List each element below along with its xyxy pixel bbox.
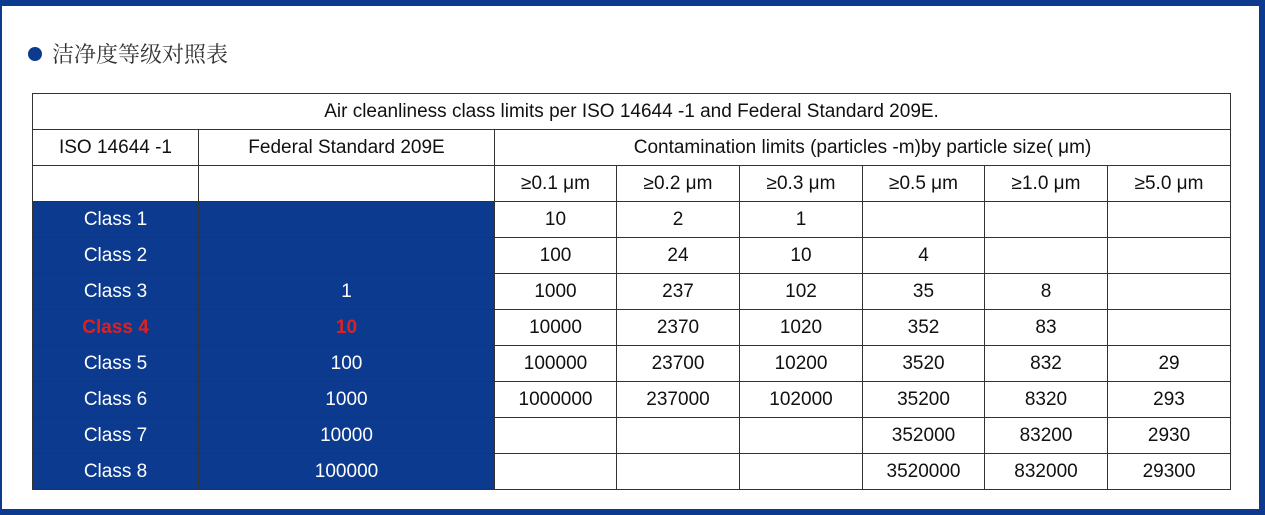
table-row: [33, 346, 1231, 382]
particle-limit-cell: [863, 202, 985, 238]
federal-class-cell: 100: [199, 346, 495, 382]
table-row: [33, 238, 1231, 274]
particle-limit-cell: 10000: [495, 310, 617, 346]
particle-limit-cell: 3520000: [863, 454, 985, 490]
particle-limit-cell: [617, 418, 740, 454]
table-row: [33, 454, 1231, 490]
iso-class-cell: Class 5: [33, 346, 199, 382]
particle-limit-cell: [740, 454, 863, 490]
heading-text: 洁净度等级对照表: [52, 43, 229, 68]
particle-limit-cell: [985, 238, 1108, 274]
particle-limit-cell: [495, 418, 617, 454]
particle-limit-cell: 237: [617, 274, 740, 310]
particle-limit-cell: [1108, 238, 1231, 274]
federal-class-cell: 100000: [199, 454, 495, 490]
particle-limit-cell: 352: [863, 310, 985, 346]
table-row: [33, 274, 1231, 310]
particle-limit-cell: [617, 454, 740, 490]
particle-limit-cell: 83: [985, 310, 1108, 346]
particle-limit-cell: 832: [985, 346, 1108, 382]
particle-limit-cell: 352000: [863, 418, 985, 454]
particle-limit-cell: 8320: [985, 382, 1108, 418]
particle-limit-cell: 23700: [617, 346, 740, 382]
federal-class-cell: 10000: [199, 418, 495, 454]
size-header: ≥0.2 μm: [617, 166, 740, 202]
size-header-blank-iso: [33, 166, 199, 202]
particle-limit-cell: 24: [617, 238, 740, 274]
iso-class-cell: Class 6: [33, 382, 199, 418]
particle-limit-cell: 832000: [985, 454, 1108, 490]
particle-limit-cell: [1108, 202, 1231, 238]
particle-limit-cell: 3520: [863, 346, 985, 382]
iso-class-cell: Class 2: [33, 238, 199, 274]
particle-limit-cell: 35200: [863, 382, 985, 418]
particle-limit-cell: [1108, 310, 1231, 346]
iso-class-cell: Class 1: [33, 202, 199, 238]
federal-class-cell: [199, 238, 495, 274]
particle-limit-cell: 100: [495, 238, 617, 274]
cleanliness-table: [32, 93, 1231, 490]
particle-limit-cell: [985, 202, 1108, 238]
size-header: ≥0.3 μm: [740, 166, 863, 202]
particle-limit-cell: 2: [617, 202, 740, 238]
particle-limit-cell: 293: [1108, 382, 1231, 418]
iso-class-cell: Class 4: [33, 310, 199, 346]
bullet-dot-icon: [28, 47, 42, 61]
particle-limit-cell: 8: [985, 274, 1108, 310]
particle-limit-cell: [740, 418, 863, 454]
size-header: ≥0.1 μm: [495, 166, 617, 202]
particle-limit-cell: 1: [740, 202, 863, 238]
particle-limit-cell: 10200: [740, 346, 863, 382]
header-iso: ISO 14644 -1: [33, 130, 199, 166]
particle-limit-cell: 4: [863, 238, 985, 274]
table-title: Air cleanliness class limits per ISO 14644 -1 and Federal Standard 209E.: [33, 94, 1231, 130]
particle-limit-cell: 10: [740, 238, 863, 274]
iso-class-cell: Class 3: [33, 274, 199, 310]
federal-class-cell: 1000: [199, 382, 495, 418]
particle-limit-cell: 29: [1108, 346, 1231, 382]
header-federal: Federal Standard 209E: [199, 130, 495, 166]
particle-limit-cell: 1000000: [495, 382, 617, 418]
particle-limit-cell: 237000: [617, 382, 740, 418]
federal-class-cell: [199, 202, 495, 238]
particle-limit-cell: 35: [863, 274, 985, 310]
federal-class-cell: 10: [199, 310, 495, 346]
size-header: ≥1.0 μm: [985, 166, 1108, 202]
table-row: [33, 310, 1231, 346]
particle-limit-cell: 102000: [740, 382, 863, 418]
particle-limit-cell: 2370: [617, 310, 740, 346]
section-heading: [28, 38, 228, 69]
particle-limit-cell: 29300: [1108, 454, 1231, 490]
size-header: ≥5.0 μm: [1108, 166, 1231, 202]
federal-class-cell: 1: [199, 274, 495, 310]
particle-limit-cell: 10: [495, 202, 617, 238]
table-row: [33, 382, 1231, 418]
particle-limit-cell: 83200: [985, 418, 1108, 454]
particle-limit-cell: 102: [740, 274, 863, 310]
particle-limit-cell: 100000: [495, 346, 617, 382]
particle-limit-cell: 2930: [1108, 418, 1231, 454]
size-header: ≥0.5 μm: [863, 166, 985, 202]
iso-class-cell: Class 8: [33, 454, 199, 490]
particle-limit-cell: [495, 454, 617, 490]
particle-limit-cell: [1108, 274, 1231, 310]
particle-limit-cell: 1020: [740, 310, 863, 346]
table-row: [33, 202, 1231, 238]
iso-class-cell: Class 7: [33, 418, 199, 454]
header-contamination-limits: Contamination limits (particles -m)by particle size( μm): [495, 130, 1231, 166]
table-row: [33, 418, 1231, 454]
size-header-blank-fed: [199, 166, 495, 202]
particle-limit-cell: 1000: [495, 274, 617, 310]
